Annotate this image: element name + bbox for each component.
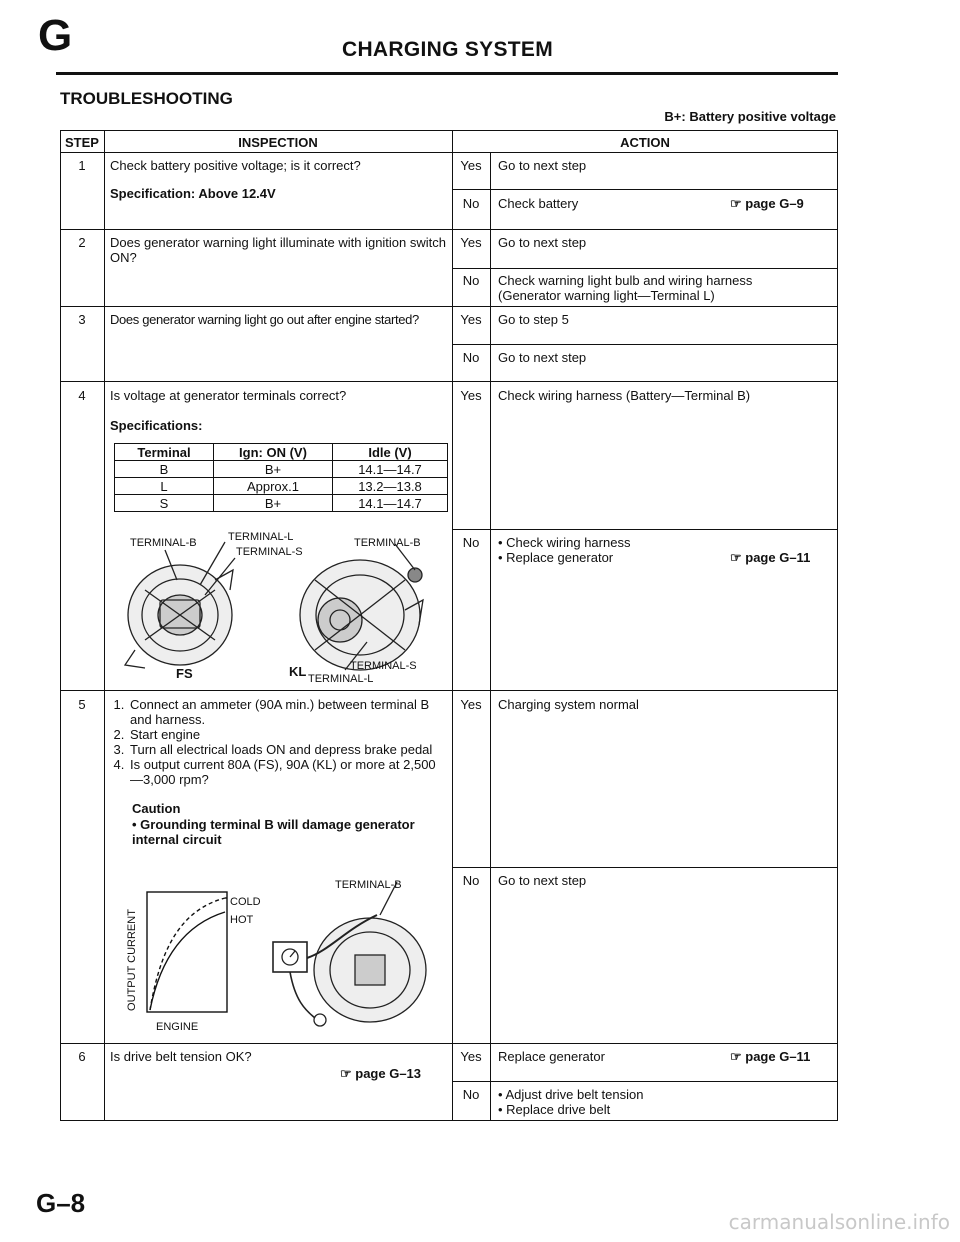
table-row [115, 461, 448, 478]
list-item: 3. Turn all electrical loads ON and depress brake pedal [128, 742, 446, 757]
action-text: Go to next step [498, 873, 587, 888]
answer-no: No [462, 1087, 480, 1102]
figure-label-terminal-b: TERMINAL-B [130, 537, 197, 549]
action-text: Check warning light bulb and wiring harness [498, 273, 753, 288]
answer-no: No [462, 873, 480, 888]
legend-note: B+: Battery positive voltage [664, 109, 836, 124]
output-current-figure [105, 870, 451, 1042]
ammeter-hookup-illustration [273, 882, 426, 1026]
action-text: Replace generator [498, 1049, 605, 1064]
action-text: Go to next step [498, 158, 587, 173]
graph-label-hot: HOT [230, 914, 254, 926]
action-text: Go to step 5 [498, 312, 569, 327]
specifications-label: Specifications: [110, 418, 203, 433]
answer-no: No [462, 196, 480, 211]
answer-no: No [462, 273, 480, 288]
title-rule [56, 72, 838, 75]
fs-generator-illustration [125, 542, 235, 668]
figure-label-terminal-s: TERMINAL-S [236, 546, 303, 558]
caution-text: • Grounding terminal B will damage generator internal circuit [132, 817, 415, 847]
action-text: Go to next step [498, 350, 587, 365]
graph-y-axis-label: OUTPUT CURRENT [126, 909, 138, 1011]
answer-yes: Yes [460, 388, 482, 403]
step-number: 3 [78, 312, 86, 327]
table-cell: B+ [214, 461, 333, 478]
figure-label-terminal-l: TERMINAL-L [228, 531, 294, 543]
step-number: 6 [78, 1049, 86, 1064]
table-cell: B [115, 461, 214, 478]
answer-yes: Yes [460, 1049, 482, 1064]
specification: Specification: Above 12.4V [110, 186, 276, 201]
page-title: CHARGING SYSTEM [342, 38, 554, 61]
step-number: 2 [78, 235, 86, 250]
page-reference: ☞ page G–9 [730, 196, 804, 211]
figure-label-terminal-b: TERMINAL-B [354, 537, 421, 549]
action-bullet-list [498, 535, 630, 565]
action-text: Charging system normal [498, 697, 639, 712]
watermark: carmanualsonline.info [728, 1210, 950, 1234]
table-cell: 14.1—14.7 [333, 461, 448, 478]
page-reference: ☞ page G–13 [340, 1066, 422, 1081]
step-number: 1 [78, 158, 86, 173]
list-item: • Replace drive belt [498, 1102, 643, 1117]
answer-no: No [462, 350, 480, 365]
section-title: TROUBLESHOOTING [60, 89, 233, 108]
inspection-steps [110, 697, 446, 787]
inspection-text: Does generator warning light go out after engine started? [110, 312, 419, 327]
page-reference: ☞ page G–11 [730, 550, 811, 565]
inspection-text: Does generator warning light illuminate with ignition switch ON? [110, 235, 447, 265]
table-cell: 13.2—13.8 [333, 478, 448, 495]
table-cell: S [115, 495, 214, 512]
action-text: Go to next step [498, 235, 587, 250]
figure-label-terminal-s: TERMINAL-S [350, 660, 417, 672]
answer-yes: Yes [460, 697, 482, 712]
action-text: Check wiring harness (Battery—Terminal B) [498, 388, 751, 403]
figure-label-terminal-l: TERMINAL-L [308, 673, 374, 685]
page-reference: ☞ page G–11 [730, 1049, 811, 1064]
table-cell: 14.1—14.7 [333, 495, 448, 512]
answer-yes: Yes [460, 312, 482, 327]
figure-label-terminal-b: TERMINAL-B [335, 879, 402, 891]
chapter-letter: G [38, 11, 73, 60]
figure-label-fs: FS [176, 666, 193, 681]
list-item: • Adjust drive belt tension [498, 1087, 643, 1102]
figure-label-kl: KL [289, 664, 307, 679]
caution-title: Caution [132, 801, 181, 816]
step-number: 4 [78, 388, 86, 403]
column-header-action: ACTION [620, 135, 670, 150]
table-header: Idle (V) [333, 444, 448, 461]
list-item: 2. Start engine [128, 727, 446, 742]
page-number: G–8 [36, 1188, 86, 1218]
kl-generator-illustration [300, 544, 423, 670]
terminal-voltage-table [114, 443, 448, 512]
answer-no: No [462, 535, 480, 550]
table-cell: L [115, 478, 214, 495]
column-header-inspection: INSPECTION [238, 135, 318, 150]
action-text: Check battery [498, 196, 579, 211]
list-item: 1. Connect an ammeter (90A min.) between terminal B and harness. [128, 697, 446, 727]
answer-yes: Yes [460, 235, 482, 250]
inspection-text: Is drive belt tension OK? [110, 1049, 252, 1064]
graph-label-cold: COLD [230, 896, 261, 908]
table-cell: B+ [214, 495, 333, 512]
table-cell: Approx.1 [214, 478, 333, 495]
action-text-detail: (Generator warning light—Terminal L) [498, 288, 715, 303]
list-item: 4. Is output current 80A (FS), 90A (KL) or more at 2,500—3,000 rpm? [128, 757, 446, 787]
step-number: 5 [78, 697, 86, 712]
answer-yes: Yes [460, 158, 482, 173]
inspection-text: Is voltage at generator terminals correct? [110, 388, 347, 403]
table-header: Terminal [115, 444, 214, 461]
graph-x-axis-label: ENGINE [156, 1021, 199, 1033]
table-row [115, 495, 448, 512]
action-bullet-list [498, 1087, 643, 1117]
column-header-step: STEP [65, 135, 99, 150]
inspection-text: Check battery positive voltage; is it correct? [110, 158, 361, 173]
list-item: • Replace generator [498, 550, 630, 565]
table-header: Ign: ON (V) [214, 444, 333, 461]
table-header-row [115, 444, 448, 461]
bullet-icon: • [132, 817, 141, 832]
list-item: • Check wiring harness [498, 535, 630, 550]
table-row [115, 478, 448, 495]
output-current-graph [147, 892, 227, 1012]
